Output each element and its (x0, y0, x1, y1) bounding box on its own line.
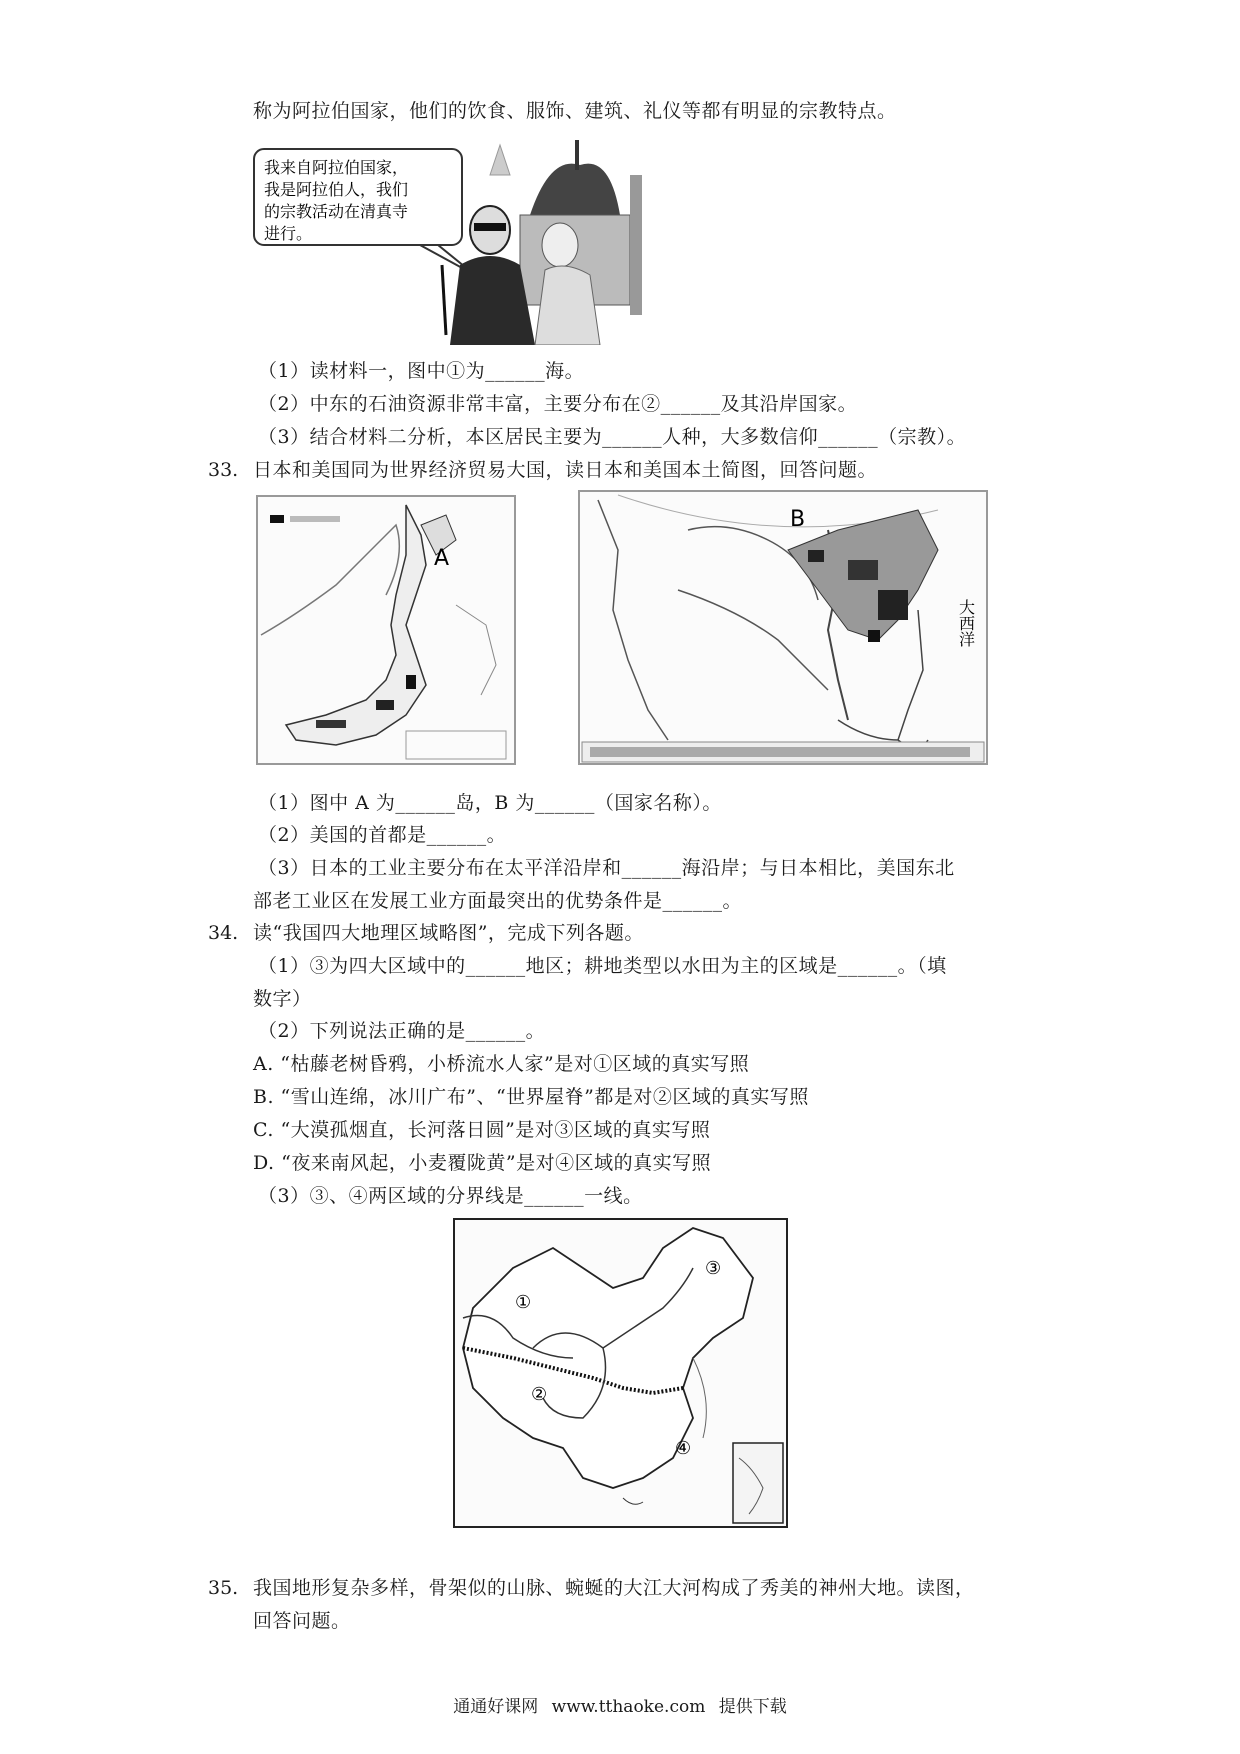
region-label-2: ② (531, 1384, 548, 1405)
q34-option-c: C. “大漠孤烟直，长河落日圆”是对③区域的真实写照 (253, 1119, 711, 1141)
q34-sub3: （3）③、④两区域的分界线是______一线。 (258, 1185, 643, 1207)
atlantic-label: 大西洋 (956, 599, 976, 647)
speech-line-3: 的宗教活动在清真寺 (264, 202, 409, 221)
q35-number: 35. (208, 1577, 239, 1599)
usa-map (578, 490, 988, 765)
q33-stem: 日本和美国同为世界经济贸易大国，读日本和美国本土简图，回答问题。 (253, 459, 878, 481)
q33-sub3-line1: （3）日本的工业主要分布在太平洋沿岸和______海沿岸；与日本相比，美国东北 (258, 857, 955, 879)
intro-text: 称为阿拉伯国家，他们的饮食、服饰、建筑、礼仪等都有明显的宗教特点。 (253, 100, 897, 122)
q34-sub1-line1: （1）③为四大区域中的______地区；耕地类型以水田为主的区域是______。（填 (258, 955, 947, 977)
china-regions-map (453, 1218, 788, 1528)
q33-sub2: （2）美国的首都是______。 (258, 824, 507, 846)
q34-stem: 读“我国四大地理区域略图”，完成下列各题。 (253, 922, 644, 944)
footer-site: 通通好课网 (453, 1697, 539, 1717)
speech-line-1: 我来自阿拉伯国家， (264, 158, 409, 177)
region-label-4: ④ (675, 1438, 692, 1459)
q33-sub1: （1）图中 A 为______岛，B 为______（国家名称）。 (258, 792, 722, 814)
q34-sub1-line2: 数字） (253, 988, 312, 1010)
q34-option-a: A. “枯藤老树昏鸦，小桥流水人家”是对①区域的真实写照 (253, 1053, 750, 1075)
footer-url[interactable]: www.tthaoke.com (551, 1697, 706, 1717)
q34-option-d: D. “夜来南风起，小麦覆陇黄”是对④区域的真实写照 (253, 1152, 712, 1174)
region-label-1: ① (515, 1292, 532, 1313)
page-footer (0, 1692, 1240, 1717)
japan-map (256, 495, 516, 765)
q35-line1: 我国地形复杂多样，骨架似的山脉、蜿蜒的大江大河构成了秀美的神州大地。读图， (253, 1577, 975, 1599)
q33-sub3-line2: 部老工业区在发展工业方面最突出的优势条件是______。 (253, 890, 743, 912)
region-label-3: ③ (705, 1258, 722, 1279)
footer-suffix: 提供下载 (718, 1697, 787, 1717)
q32-sub3: （3）结合材料二分析，本区居民主要为______人种，大多数信仰______（宗教）。 (258, 426, 967, 448)
q32-sub1: （1）读材料一，图中①为______海。 (258, 360, 585, 382)
speech-line-4: 进行。 (264, 224, 313, 243)
q33-number: 33. (208, 459, 239, 481)
q34-option-b: B. “雪山连绵，冰川广布”、“世界屋脊”都是对②区域的真实写照 (253, 1086, 809, 1108)
speech-line-2: 我是阿拉伯人，我们 (264, 180, 409, 199)
q32-sub2: （2）中东的石油资源非常丰富，主要分布在②______及其沿岸国家。 (258, 393, 858, 415)
q34-sub2: （2）下列说法正确的是______。 (258, 1020, 546, 1042)
arab-figure (250, 135, 670, 345)
usa-label-b: B (790, 507, 806, 532)
q35-line2: 回答问题。 (253, 1610, 351, 1632)
japan-label-a: A (434, 546, 450, 571)
q34-number: 34. (208, 922, 239, 944)
